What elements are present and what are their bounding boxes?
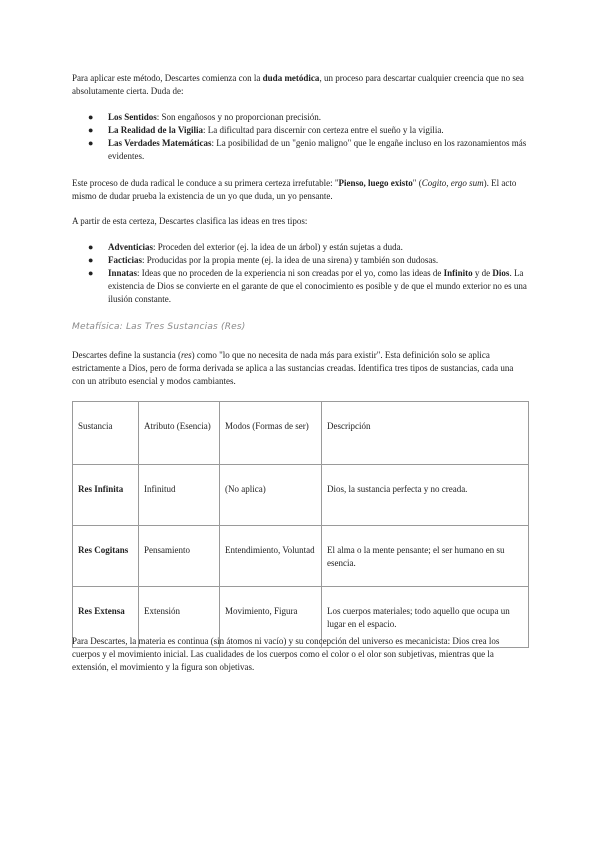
bullet-icon: ● xyxy=(88,268,94,278)
table-cell: Extensión xyxy=(139,587,220,648)
section-heading: Metafísica: Las Tres Sustancias (Res) xyxy=(72,322,246,332)
table-cell: Res Infinita xyxy=(73,465,139,526)
table-row xyxy=(73,526,529,587)
bullet-icon: ● xyxy=(88,242,94,252)
table-header-row xyxy=(73,402,529,465)
table-cell: Los cuerpos materiales; todo aquello que ocupa un lugar en el espacio. xyxy=(322,587,529,648)
table-cell: Infinitud xyxy=(139,465,220,526)
list-item: ● Facticias: Producidas por la propia mente (ej. la idea de una sirena) y también son dudosas. xyxy=(88,255,439,265)
doubts-list xyxy=(72,111,528,163)
list-item: ● Adventicias: Proceden del exterior (ej. la idea de un árbol) y están sujetas a duda. xyxy=(88,242,403,252)
substances-table xyxy=(72,401,529,648)
certainty-paragraph: Este proceso de duda radical le conduce a su primera certeza irrefutable: "Pienso, luego existo" (Cogito, ergo sum). El acto mismo de dudar prueba la existencia de un yo que duda, un yo pensante. xyxy=(72,178,517,201)
table-header-cell: Modos (Formas de ser) xyxy=(220,402,322,465)
list-item: ● Innatas: Ideas que no proceden de la experiencia ni son creadas por el yo, como las ideas de Infinito y de Dios. La existencia de Dios se convierte en el garante de que el conocimiento es posible y de que el mundo exterior no es una ilusión constante. xyxy=(88,268,527,304)
substance-paragraph: Descartes define la sustancia (res) como "lo que no necesita de nada más para existir". Esta definición solo se aplica estrictamente a Dios, pero de forma derivada se aplica a las sustancias creadas. Identifica tres tipos de sustancias, cada una con un atributo esencial y modos cambiantes. xyxy=(72,350,514,386)
bullet-icon: ● xyxy=(88,112,94,122)
table-cell: Res Extensa xyxy=(73,587,139,648)
list-item: ● Los Sentidos: Son engañosos y no proporcionan precisión. xyxy=(88,112,322,122)
ideas-list xyxy=(72,241,528,306)
table-cell: El alma o la mente pensante; el ser humano en su esencia. xyxy=(322,526,529,587)
bullet-icon: ● xyxy=(88,255,94,265)
table-header-cell: Sustancia xyxy=(73,402,139,465)
table-header-cell: Atributo (Esencia) xyxy=(139,402,220,465)
list-item: ● Las Verdades Matemáticas: La posibilidad de un "genio maligno" que le engañe incluso en los razonamientos más evidentes. xyxy=(88,138,527,161)
closing-paragraph: Para Descartes, la materia es continua (sin átomos ni vacío) y su concepción del universo es mecanicista: Dios crea los cuerpos y el movimiento inicial. Las cualidades de los cuerpos como el color o el olor son subjetivas, mientras que la extensión, el movimiento y la figura son objetivas. xyxy=(72,636,500,672)
table-cell: Dios, la sustancia perfecta y no creada. xyxy=(322,465,529,526)
table-cell: Entendimiento, Voluntad xyxy=(220,526,322,587)
table-cell: (No aplica) xyxy=(220,465,322,526)
ideas-intro: A partir de esta certeza, Descartes clasifica las ideas en tres tipos: xyxy=(72,216,308,226)
table-cell: Movimiento, Figura xyxy=(220,587,322,648)
list-item: ● La Realidad de la Vigilia: La dificultad para discernir con certeza entre el sueño y la vigilia. xyxy=(88,125,444,135)
intro-paragraph: Para aplicar este método, Descartes comienza con la duda metódica, un proceso para descartar cualquier creencia que no sea absolutamente cierta. Duda de: xyxy=(72,73,524,96)
table-cell: Pensamiento xyxy=(139,526,220,587)
table-header-cell: Descripción xyxy=(322,402,529,465)
table-row xyxy=(73,465,529,526)
bullet-icon: ● xyxy=(88,125,94,135)
bullet-icon: ● xyxy=(88,138,94,148)
table-cell: Res Cogitans xyxy=(73,526,139,587)
